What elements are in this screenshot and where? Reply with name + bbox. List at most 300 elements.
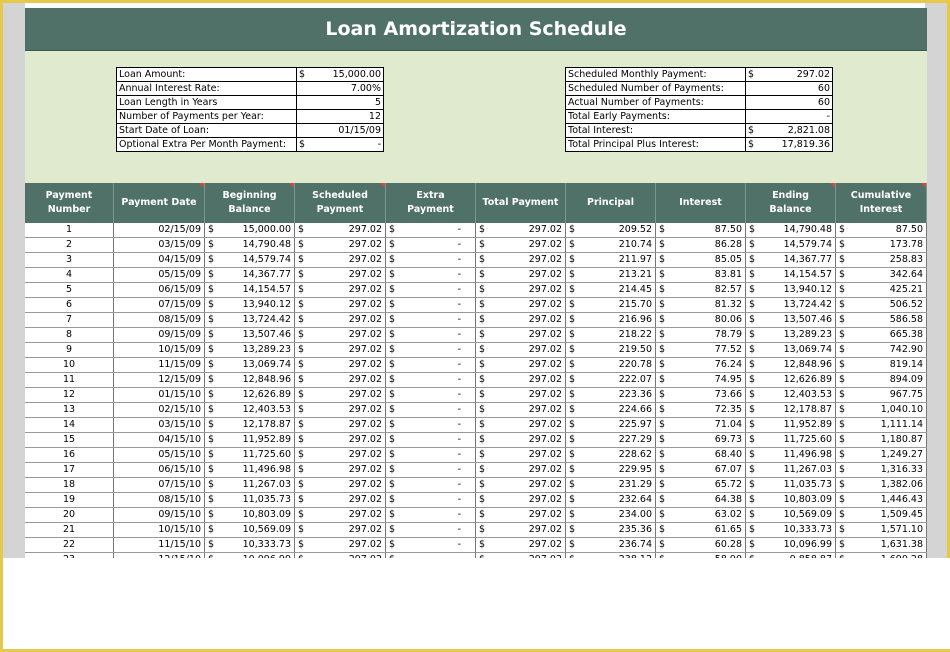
summary-row xyxy=(566,96,833,110)
cell-scheduled-payment[interactable] xyxy=(295,298,386,312)
cell-principal[interactable] xyxy=(566,538,656,552)
cell-payment-number[interactable]: 5 xyxy=(25,283,114,297)
cell-interest[interactable] xyxy=(656,283,746,297)
cell-total-payment[interactable] xyxy=(476,238,566,252)
cell-payment-date[interactable]: 04/15/09 xyxy=(114,253,205,267)
cell-total-payment[interactable] xyxy=(476,373,566,387)
cell-extra-payment[interactable] xyxy=(386,253,476,267)
cell-cumulative-interest[interactable] xyxy=(836,343,927,357)
cell-principal[interactable] xyxy=(566,223,656,237)
cell-value: 11,035.73 xyxy=(242,494,291,505)
cell-interest[interactable] xyxy=(656,538,746,552)
cell-value: 13,940.12 xyxy=(242,299,291,310)
cell-interest[interactable] xyxy=(656,478,746,492)
cell-ending-balance[interactable] xyxy=(746,463,836,477)
cell-payment-date[interactable]: 04/15/10 xyxy=(114,433,205,447)
cell-principal[interactable] xyxy=(566,268,656,282)
cell-payment-number[interactable]: 11 xyxy=(25,373,114,387)
cell-payment-number[interactable]: 9 xyxy=(25,343,114,357)
cell-scheduled-payment[interactable] xyxy=(295,463,386,477)
cell-cumulative-interest[interactable] xyxy=(836,403,927,417)
cell-scheduled-payment[interactable] xyxy=(295,313,386,327)
cell-ending-balance[interactable] xyxy=(746,268,836,282)
cell-payment-date[interactable]: 02/15/09 xyxy=(114,223,205,237)
cell-interest[interactable] xyxy=(656,403,746,417)
cell-beginning-balance[interactable] xyxy=(205,448,295,462)
cell-extra-payment[interactable] xyxy=(386,268,476,282)
cell-beginning-balance[interactable] xyxy=(205,538,295,552)
cell-interest[interactable] xyxy=(656,493,746,507)
cell-value: 12,178.87 xyxy=(242,419,291,430)
cell-interest[interactable] xyxy=(656,418,746,432)
cell-payment-number[interactable]: 6 xyxy=(25,298,114,312)
cell-ending-balance[interactable] xyxy=(746,493,836,507)
currency-symbol: $ xyxy=(659,509,666,520)
input-value[interactable] xyxy=(297,68,384,82)
cell-beginning-balance[interactable] xyxy=(205,343,295,357)
cell-payment-date[interactable]: 05/15/09 xyxy=(114,268,205,282)
currency-symbol: $ xyxy=(208,434,215,445)
cell-interest[interactable] xyxy=(656,508,746,522)
currency-symbol: $ xyxy=(479,509,486,520)
input-number: 7.00% xyxy=(350,83,381,94)
cell-cumulative-interest[interactable] xyxy=(836,478,927,492)
cell-total-payment[interactable] xyxy=(476,283,566,297)
cell-scheduled-payment[interactable] xyxy=(295,238,386,252)
cell-scheduled-payment[interactable] xyxy=(295,433,386,447)
currency-symbol: $ xyxy=(298,449,305,460)
cell-value: 297.02 xyxy=(528,509,562,520)
cell-payment-number[interactable]: 16 xyxy=(25,448,114,462)
cell-extra-payment[interactable] xyxy=(386,418,476,432)
cell-interest[interactable] xyxy=(656,238,746,252)
cell-extra-payment[interactable] xyxy=(386,373,476,387)
cell-total-payment[interactable] xyxy=(476,343,566,357)
cell-beginning-balance[interactable] xyxy=(205,328,295,342)
summary-value[interactable] xyxy=(746,82,833,96)
cell-extra-payment[interactable] xyxy=(386,508,476,522)
cell-total-payment[interactable] xyxy=(476,403,566,417)
cell-principal[interactable] xyxy=(566,373,656,387)
summary-value[interactable] xyxy=(746,110,833,124)
cell-beginning-balance[interactable] xyxy=(205,313,295,327)
cell-scheduled-payment[interactable] xyxy=(295,508,386,522)
cell-ending-balance[interactable] xyxy=(746,448,836,462)
cell-payment-number[interactable]: 19 xyxy=(25,493,114,507)
summary-value[interactable] xyxy=(746,138,833,152)
cell-scheduled-payment[interactable] xyxy=(295,493,386,507)
cell-extra-payment[interactable] xyxy=(386,328,476,342)
currency-symbol: $ xyxy=(208,389,215,400)
cell-total-payment[interactable] xyxy=(476,388,566,402)
cell-ending-balance[interactable] xyxy=(746,433,836,447)
col-header-label: Payment Number xyxy=(45,190,93,215)
cell-extra-payment[interactable] xyxy=(386,403,476,417)
cell-payment-number[interactable]: 3 xyxy=(25,253,114,267)
cell-principal[interactable] xyxy=(566,253,656,267)
cell-total-payment[interactable] xyxy=(476,298,566,312)
cell-beginning-balance[interactable] xyxy=(205,418,295,432)
cell-beginning-balance[interactable] xyxy=(205,373,295,387)
cell-payment-date[interactable]: 10/15/10 xyxy=(114,523,205,537)
cell-total-payment[interactable] xyxy=(476,328,566,342)
cell-value: 234.00 xyxy=(618,509,652,520)
col-header-total-payment[interactable] xyxy=(476,183,566,223)
cell-ending-balance[interactable] xyxy=(746,358,836,372)
summary-number: 297.02 xyxy=(796,69,830,80)
cell-payment-number[interactable]: 7 xyxy=(25,313,114,327)
input-value[interactable] xyxy=(297,124,384,138)
currency-symbol: $ xyxy=(659,434,666,445)
cell-scheduled-payment[interactable] xyxy=(295,523,386,537)
cell-principal[interactable] xyxy=(566,448,656,462)
cell-beginning-balance[interactable] xyxy=(205,493,295,507)
cell-cumulative-interest[interactable] xyxy=(836,283,927,297)
cell-scheduled-payment[interactable] xyxy=(295,328,386,342)
cell-total-payment[interactable] xyxy=(476,313,566,327)
cell-payment-number[interactable]: 12 xyxy=(25,388,114,402)
cell-total-payment[interactable] xyxy=(476,418,566,432)
cell-beginning-balance[interactable] xyxy=(205,223,295,237)
summary-value[interactable] xyxy=(746,96,833,110)
cell-ending-balance[interactable] xyxy=(746,508,836,522)
cell-beginning-balance[interactable] xyxy=(205,298,295,312)
currency-symbol: $ xyxy=(479,449,486,460)
cell-total-payment[interactable] xyxy=(476,223,566,237)
currency-symbol: $ xyxy=(389,239,396,250)
cell-ending-balance[interactable] xyxy=(746,478,836,492)
cell-scheduled-payment[interactable] xyxy=(295,388,386,402)
cell-value: 87.50 xyxy=(895,224,923,235)
cell-ending-balance[interactable] xyxy=(746,343,836,357)
cell-cumulative-interest[interactable] xyxy=(836,313,927,327)
cell-extra-payment[interactable] xyxy=(386,283,476,297)
cell-scheduled-payment[interactable] xyxy=(295,478,386,492)
currency-symbol: $ xyxy=(569,389,576,400)
cell-interest[interactable] xyxy=(656,373,746,387)
cell-ending-balance[interactable] xyxy=(746,238,836,252)
cell-payment-date[interactable]: 08/15/09 xyxy=(114,313,205,327)
cell-total-payment[interactable] xyxy=(476,538,566,552)
cell-extra-payment[interactable] xyxy=(386,523,476,537)
cell-beginning-balance[interactable] xyxy=(205,253,295,267)
cell-principal[interactable] xyxy=(566,403,656,417)
cell-payment-number[interactable]: 22 xyxy=(25,538,114,552)
col-header-beginning-balance[interactable] xyxy=(205,183,295,223)
cell-principal[interactable] xyxy=(566,283,656,297)
cell-ending-balance[interactable] xyxy=(746,223,836,237)
cell-payment-number[interactable]: 18 xyxy=(25,478,114,492)
cell-extra-payment[interactable] xyxy=(386,313,476,327)
cell-extra-payment[interactable] xyxy=(386,388,476,402)
cell-payment-date[interactable]: 06/15/10 xyxy=(114,463,205,477)
comment-indicator-icon xyxy=(380,183,385,188)
cell-principal[interactable] xyxy=(566,298,656,312)
cell-beginning-balance[interactable] xyxy=(205,283,295,297)
cell-payment-number[interactable]: 10 xyxy=(25,358,114,372)
cell-total-payment[interactable] xyxy=(476,358,566,372)
cell-cumulative-interest[interactable] xyxy=(836,223,927,237)
cell-cumulative-interest[interactable] xyxy=(836,298,927,312)
cell-extra-payment[interactable] xyxy=(386,463,476,477)
summary-value[interactable] xyxy=(746,68,833,82)
col-header-ending-balance[interactable] xyxy=(746,183,836,223)
cell-scheduled-payment[interactable] xyxy=(295,343,386,357)
cell-extra-payment[interactable] xyxy=(386,223,476,237)
cell-cumulative-interest[interactable] xyxy=(836,358,927,372)
cell-total-payment[interactable] xyxy=(476,253,566,267)
currency-symbol: $ xyxy=(298,284,305,295)
cell-cumulative-interest[interactable] xyxy=(836,238,927,252)
cell-extra-payment[interactable] xyxy=(386,433,476,447)
cell-value: 297.02 xyxy=(528,314,562,325)
cell-payment-date[interactable]: 06/15/09 xyxy=(114,283,205,297)
cell-ending-balance[interactable] xyxy=(746,253,836,267)
cell-cumulative-interest[interactable] xyxy=(836,523,927,537)
cell-beginning-balance[interactable] xyxy=(205,268,295,282)
input-value[interactable] xyxy=(297,138,384,152)
cell-value: 297.02 xyxy=(528,224,562,235)
cell-beginning-balance[interactable] xyxy=(205,508,295,522)
cell-value: 297.02 xyxy=(528,539,562,550)
cell-payment-date[interactable]: 12/15/09 xyxy=(114,373,205,387)
cell-beginning-balance[interactable] xyxy=(205,433,295,447)
cell-value: 209.52 xyxy=(618,224,652,235)
cell-principal[interactable] xyxy=(566,463,656,477)
currency-symbol: $ xyxy=(479,344,486,355)
cell-extra-payment[interactable] xyxy=(386,343,476,357)
cell-value: 219.50 xyxy=(618,344,652,355)
table-row xyxy=(25,358,927,373)
cell-cumulative-interest[interactable] xyxy=(836,268,927,282)
cell-scheduled-payment[interactable] xyxy=(295,283,386,297)
cell-ending-balance[interactable] xyxy=(746,538,836,552)
cell-extra-payment[interactable] xyxy=(386,493,476,507)
cell-beginning-balance[interactable] xyxy=(205,238,295,252)
cell-interest[interactable] xyxy=(656,463,746,477)
currency-symbol: $ xyxy=(479,479,486,490)
cell-value: 220.78 xyxy=(618,359,652,370)
col-header-extra-payment[interactable] xyxy=(386,183,476,223)
cell-value: 13,289.23 xyxy=(242,344,291,355)
input-value[interactable] xyxy=(297,82,384,96)
currency-symbol: $ xyxy=(389,299,396,310)
cell-payment-date[interactable]: 11/15/10 xyxy=(114,538,205,552)
cell-cumulative-interest[interactable] xyxy=(836,463,927,477)
col-header-payment-date[interactable] xyxy=(114,183,205,223)
cell-payment-number[interactable]: 1 xyxy=(25,223,114,237)
cell-value: 297.02 xyxy=(348,404,382,415)
cell-interest[interactable] xyxy=(656,448,746,462)
cell-cumulative-interest[interactable] xyxy=(836,538,927,552)
cell-principal[interactable] xyxy=(566,508,656,522)
col-header-payment-number[interactable] xyxy=(25,183,114,223)
col-header-cumulative-interest[interactable] xyxy=(836,183,927,223)
cell-principal[interactable] xyxy=(566,313,656,327)
cell-total-payment[interactable] xyxy=(476,493,566,507)
cell-interest[interactable] xyxy=(656,298,746,312)
cell-principal[interactable] xyxy=(566,493,656,507)
currency-symbol: $ xyxy=(389,404,396,415)
cell-beginning-balance[interactable] xyxy=(205,478,295,492)
cell-ending-balance[interactable] xyxy=(746,283,836,297)
cell-interest[interactable] xyxy=(656,223,746,237)
cell-cumulative-interest[interactable] xyxy=(836,418,927,432)
cell-cumulative-interest[interactable] xyxy=(836,493,927,507)
table-row xyxy=(25,508,927,523)
cell-scheduled-payment[interactable] xyxy=(295,418,386,432)
cell-value: 11,496.98 xyxy=(242,464,291,475)
cell-principal[interactable] xyxy=(566,388,656,402)
cell-payment-date[interactable]: 09/15/10 xyxy=(114,508,205,522)
cell-cumulative-interest[interactable] xyxy=(836,448,927,462)
cell-payment-number[interactable]: 21 xyxy=(25,523,114,537)
col-header-interest[interactable] xyxy=(656,183,746,223)
cell-beginning-balance[interactable] xyxy=(205,388,295,402)
input-label: Start Date of Loan: xyxy=(117,124,297,138)
summary-label: Scheduled Monthly Payment: xyxy=(566,68,746,82)
currency-symbol: $ xyxy=(479,284,486,295)
cell-total-payment[interactable] xyxy=(476,523,566,537)
cell-total-payment[interactable] xyxy=(476,448,566,462)
cell-ending-balance[interactable] xyxy=(746,373,836,387)
cell-payment-date[interactable]: 02/15/10 xyxy=(114,403,205,417)
cell-payment-date[interactable]: 01/15/10 xyxy=(114,388,205,402)
cell-ending-balance[interactable] xyxy=(746,418,836,432)
cell-cumulative-interest[interactable] xyxy=(836,388,927,402)
cell-beginning-balance[interactable] xyxy=(205,358,295,372)
cell-interest[interactable] xyxy=(656,523,746,537)
cell-payment-number[interactable]: 13 xyxy=(25,403,114,417)
cell-value: 236.74 xyxy=(618,539,652,550)
summary-label: Actual Number of Payments: xyxy=(566,96,746,110)
col-header-principal[interactable] xyxy=(566,183,656,223)
cell-value: 210.74 xyxy=(618,239,652,250)
cell-total-payment[interactable] xyxy=(476,478,566,492)
cell-principal[interactable] xyxy=(566,358,656,372)
cell-payment-date[interactable]: 05/15/10 xyxy=(114,448,205,462)
cell-value: 12,403.53 xyxy=(242,404,291,415)
cell-payment-date[interactable]: 03/15/10 xyxy=(114,418,205,432)
cell-beginning-balance[interactable] xyxy=(205,523,295,537)
cell-payment-date[interactable]: 09/15/09 xyxy=(114,328,205,342)
cell-ending-balance[interactable] xyxy=(746,328,836,342)
cell-payment-number[interactable]: 15 xyxy=(25,433,114,447)
cell-total-payment[interactable] xyxy=(476,463,566,477)
cell-interest[interactable] xyxy=(656,313,746,327)
cell-principal[interactable] xyxy=(566,478,656,492)
cell-total-payment[interactable] xyxy=(476,508,566,522)
cell-value: 224.66 xyxy=(618,404,652,415)
cell-total-payment[interactable] xyxy=(476,268,566,282)
summary-value[interactable] xyxy=(746,124,833,138)
cell-value: 12,403.53 xyxy=(783,389,832,400)
cell-ending-balance[interactable] xyxy=(746,298,836,312)
cell-scheduled-payment[interactable] xyxy=(295,268,386,282)
cell-cumulative-interest[interactable] xyxy=(836,253,927,267)
cell-value: 297.02 xyxy=(528,374,562,385)
cell-payment-date[interactable]: 10/15/09 xyxy=(114,343,205,357)
cell-interest[interactable] xyxy=(656,433,746,447)
cell-principal[interactable] xyxy=(566,343,656,357)
col-header-scheduled-payment[interactable] xyxy=(295,183,386,223)
cell-scheduled-payment[interactable] xyxy=(295,538,386,552)
cell-interest[interactable] xyxy=(656,268,746,282)
cell-total-payment[interactable] xyxy=(476,433,566,447)
cell-payment-number[interactable]: 2 xyxy=(25,238,114,252)
cell-cumulative-interest[interactable] xyxy=(836,433,927,447)
cell-scheduled-payment[interactable] xyxy=(295,253,386,267)
cell-payment-date[interactable]: 07/15/10 xyxy=(114,478,205,492)
currency-symbol: $ xyxy=(839,509,846,520)
cell-interest[interactable] xyxy=(656,343,746,357)
currency-symbol: $ xyxy=(298,329,305,340)
cell-cumulative-interest[interactable] xyxy=(836,373,927,387)
cell-payment-date[interactable]: 03/15/09 xyxy=(114,238,205,252)
cell-payment-number[interactable]: 8 xyxy=(25,328,114,342)
cell-scheduled-payment[interactable] xyxy=(295,358,386,372)
cell-ending-balance[interactable] xyxy=(746,388,836,402)
cell-extra-payment[interactable] xyxy=(386,358,476,372)
cell-cumulative-interest[interactable] xyxy=(836,508,927,522)
cell-ending-balance[interactable] xyxy=(746,313,836,327)
cell-interest[interactable] xyxy=(656,328,746,342)
cell-extra-payment[interactable] xyxy=(386,238,476,252)
cell-payment-number[interactable]: 14 xyxy=(25,418,114,432)
cell-scheduled-payment[interactable] xyxy=(295,223,386,237)
cell-value: 83.81 xyxy=(714,269,742,280)
cell-principal[interactable] xyxy=(566,238,656,252)
cell-ending-balance[interactable] xyxy=(746,403,836,417)
cell-extra-payment[interactable] xyxy=(386,538,476,552)
cell-payment-date[interactable]: 07/15/09 xyxy=(114,298,205,312)
cell-value: 297.02 xyxy=(528,299,562,310)
cell-payment-number[interactable]: 20 xyxy=(25,508,114,522)
cell-scheduled-payment[interactable] xyxy=(295,403,386,417)
cell-cumulative-interest[interactable] xyxy=(836,328,927,342)
input-value[interactable] xyxy=(297,96,384,110)
cell-principal[interactable] xyxy=(566,418,656,432)
currency-symbol: $ xyxy=(659,359,666,370)
cell-principal[interactable] xyxy=(566,523,656,537)
cell-scheduled-payment[interactable] xyxy=(295,373,386,387)
cell-principal[interactable] xyxy=(566,433,656,447)
cell-beginning-balance[interactable] xyxy=(205,463,295,477)
cell-ending-balance[interactable] xyxy=(746,523,836,537)
cell-value: 665.38 xyxy=(889,329,923,340)
cell-extra-payment[interactable] xyxy=(386,298,476,312)
cell-extra-payment[interactable] xyxy=(386,478,476,492)
cell-interest[interactable] xyxy=(656,253,746,267)
cell-value: 297.02 xyxy=(348,449,382,460)
currency-symbol: $ xyxy=(569,539,576,550)
cell-principal[interactable] xyxy=(566,328,656,342)
cell-payment-number[interactable]: 4 xyxy=(25,268,114,282)
cell-payment-date[interactable]: 11/15/09 xyxy=(114,358,205,372)
cell-beginning-balance[interactable] xyxy=(205,403,295,417)
cell-value: 297.02 xyxy=(348,539,382,550)
cell-payment-date[interactable]: 08/15/10 xyxy=(114,493,205,507)
input-value[interactable] xyxy=(297,110,384,124)
cell-interest[interactable] xyxy=(656,358,746,372)
currency-symbol: $ xyxy=(479,239,486,250)
currency-symbol: $ xyxy=(569,494,576,505)
cell-scheduled-payment[interactable] xyxy=(295,448,386,462)
cell-payment-number[interactable]: 17 xyxy=(25,463,114,477)
cell-extra-payment[interactable] xyxy=(386,448,476,462)
cell-value: 215.70 xyxy=(618,299,652,310)
cell-interest[interactable] xyxy=(656,388,746,402)
